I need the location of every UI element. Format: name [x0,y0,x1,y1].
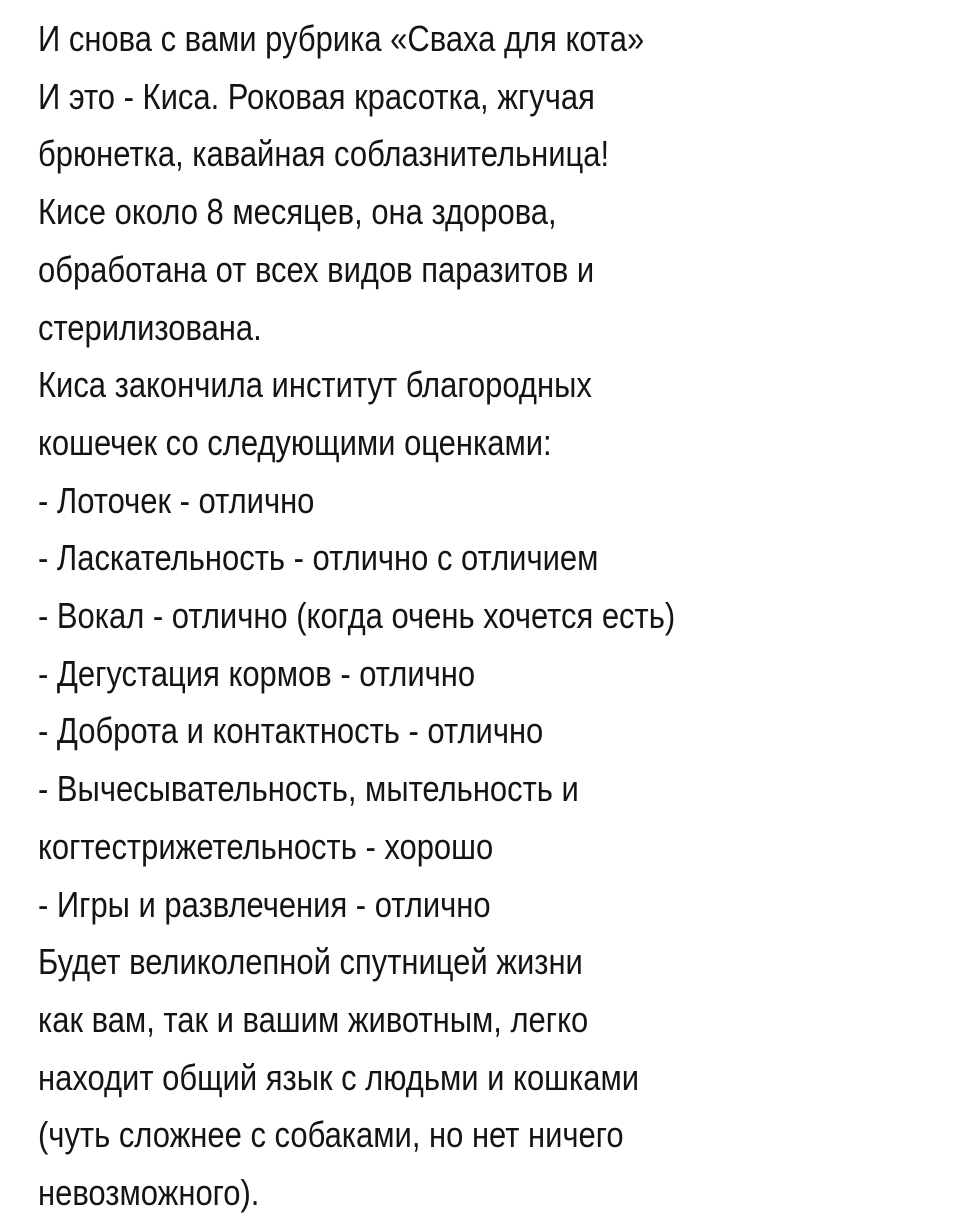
list-item: - Ласкательность - отлично с отличием [38,537,599,579]
list-item: - Вокал - отлично (когда очень хочется есть) [38,595,676,637]
post-text-line: невозможного). [38,1172,260,1214]
post-text [38,10,958,1222]
list-item: - Доброта и контактность - отлично [38,710,544,752]
post-text-line: (чуть сложнее с собаками, но нет ничего [38,1114,624,1156]
post-text-line: брюнетка, кавайная соблазнительница! [38,133,610,175]
post-text-line: Киса закончила институт благородных [38,364,592,406]
post-text-line: кошечек со следующими оценками: [38,421,552,463]
post-text-line: находит общий язык с людьми и кошками [38,1056,640,1098]
post-text-line: И это - Киса. Роковая красотка, жгучая [38,75,595,117]
list-item: - Вычесывательность, мытельность и [38,768,579,810]
post-text-line: Будет великолепной спутницей жизни [38,941,583,983]
post-text-line: стерилизована. [38,306,262,348]
list-item: - Дегустация кормов - отлично [38,652,476,694]
list-item: - Лоточек - отлично [38,479,315,521]
post-text-line: Кисе около 8 месяцев, она здорова, [38,191,557,233]
list-item: когтестрижетельность - хорошо [38,825,494,867]
post-text-line: обработана от всех видов паразитов и [38,248,595,290]
post-text-line: И снова с вами рубрика «Сваха для кота» [38,18,645,59]
post-text-line: как вам, так и вашим животным, легко [38,998,589,1040]
list-item: - Игры и развлечения - отлично [38,883,491,925]
